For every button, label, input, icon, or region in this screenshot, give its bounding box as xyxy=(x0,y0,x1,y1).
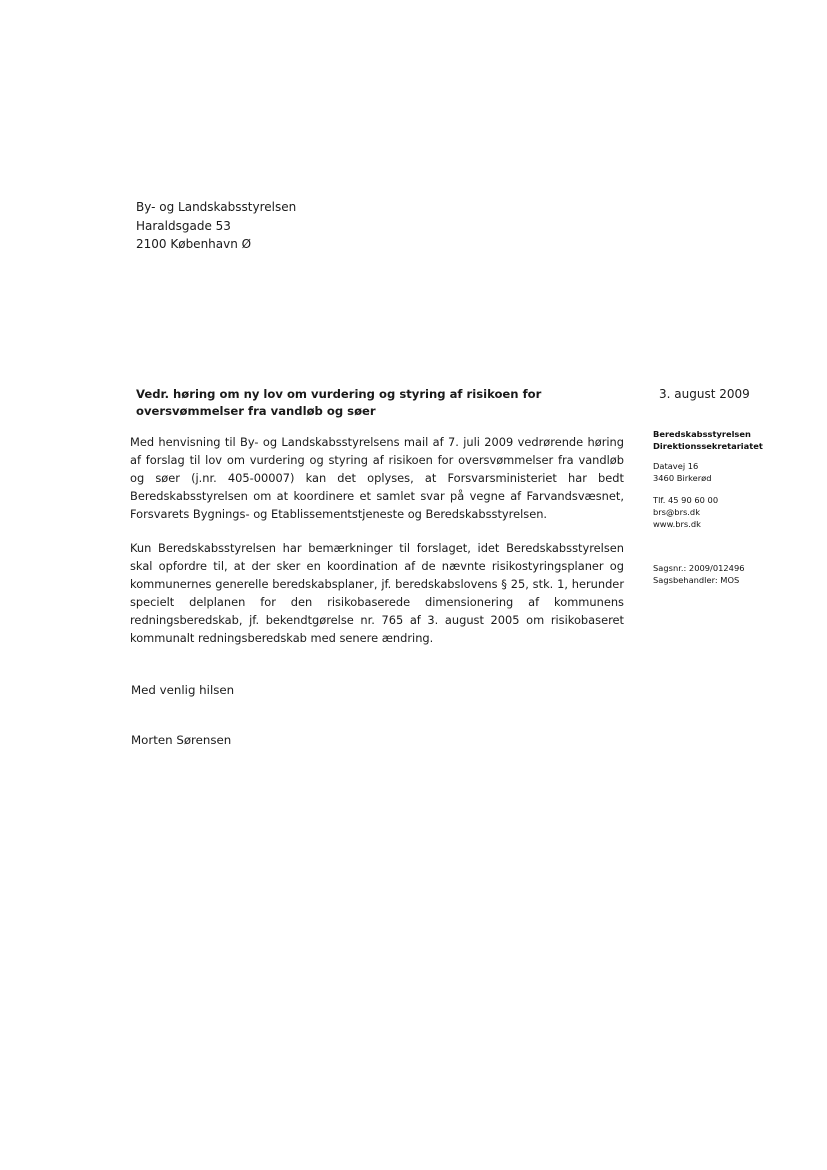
case-reference xyxy=(653,562,823,586)
body-paragraph: Kun Beredskabsstyrelsen har bemærkninger til forslaget, idet Beredskabsstyrelsen skal opfordre til, at der sker en koordination af de nævnte risikostyringsplaner og kommunernes generelle beredskabsplaner, jf. beredskabslovens § 25, stk. 1, herunder specielt delplanen for den risikobaserede dimensionering af kommunens redningsberedskab, jf. bekendtgørelse nr. 765 af 3. august 2005 om risikobaseret kommunalt redningsberedskab med senere ændring. xyxy=(130,541,624,645)
sender-org-name: Beredskabsstyrelsen xyxy=(653,429,751,439)
sender-info xyxy=(653,428,823,596)
sender-website: www.brs.dk xyxy=(653,519,701,529)
sender-street: Datavej 16 xyxy=(653,461,699,471)
sender-email: brs@brs.dk xyxy=(653,507,701,517)
sender-department: Direktionssekretariatet xyxy=(653,441,763,451)
closing-greeting: Med venlig hilsen xyxy=(131,683,235,697)
case-number: Sagsnr.: 2009/012496 xyxy=(653,563,745,573)
sender-contact xyxy=(653,494,823,530)
letter-body xyxy=(130,433,624,663)
letter-subject: Vedr. høring om ny lov om vurdering og styring af risikoen for oversvømmelser fra vandløb og søer xyxy=(136,387,542,418)
body-paragraph: Med henvisning til By- og Landskabsstyrelsens mail af 7. juli 2009 vedrørende høring af forslag til lov om vurdering og styring af risikoen for oversvømmelser fra vandløb og søer (j.nr. 405-00007) kan det oplyses, at Forsvarsministeriet har bedt Beredskabsstyrelsen om at koordinere et samlet svar på vegne af Farvandsvæsnet, Forsvarets Bygnings- og Etablissementstjeneste og Beredskabsstyrelsen. xyxy=(130,435,624,521)
letter-date: 3. august 2009 xyxy=(659,387,750,401)
signature-name: Morten Sørensen xyxy=(131,733,232,747)
sender-phone: Tlf. 45 90 60 00 xyxy=(653,495,719,505)
recipient-city: 2100 København Ø xyxy=(136,237,252,251)
recipient-name: By- og Landskabsstyrelsen xyxy=(136,200,297,214)
recipient-street: Haraldsgade 53 xyxy=(136,218,231,233)
sender-address xyxy=(653,460,823,484)
recipient-address xyxy=(136,198,296,254)
case-handler: Sagsbehandler: MOS xyxy=(653,575,740,585)
sender-city: 3460 Birkerød xyxy=(653,473,712,483)
sender-organization xyxy=(653,428,823,452)
